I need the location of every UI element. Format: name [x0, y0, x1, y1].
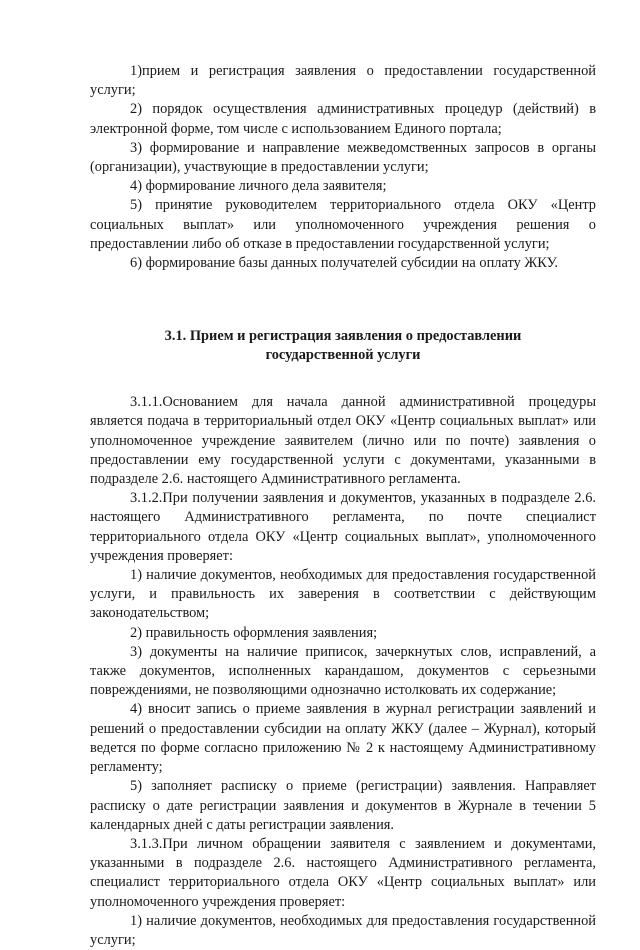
list-item: 1)прием и регистрация заявления о предоставлении государственной услуги;: [90, 63, 596, 99]
list-item: 5) принятие руководителем территориального отдела ОКУ «Центр социальных выплат» или уполномоченного учреждения решения о предоставлении либо об отказе в предоставлении государственной услуги;: [90, 197, 596, 252]
list-item: 6) формирование базы данных получателей субсидии на оплату ЖКУ.: [130, 255, 559, 272]
paragraph: 5) заполняет расписку о приеме (регистрации) заявления. Направляет расписку о дате регистрации заявления и документов в Журнале в течении 5 календарных дней с даты регистрации заявления.: [90, 778, 596, 833]
paragraph: 3.1.2.При получении заявления и документов, указанных в подразделе 2.6. настоящего Административного регламента, по почте специалист территориального отдела ОКУ «Центр социальных выплат», уполномоченного учреждения проверяет:: [90, 490, 596, 564]
section-heading-line: 3.1. Прием и регистрация заявления о предоставлении: [164, 328, 522, 345]
paragraph: 1) наличие документов, необходимых для предоставления государственной услуги, и правильность их заверения в соответствии с действующим законодательством;: [90, 567, 596, 622]
paragraph: 3) документы на наличие приписок, зачеркнутых слов, исправлений, а также документов, исполненных карандашом, документов с серьезными повреждениями, не позволяющими однозначно истолковать их содержание;: [90, 643, 596, 699]
list-item: 2) порядок осуществления административных процедур (действий) в электронной форме, том числе с использованием Единого портала;: [90, 101, 596, 137]
paragraph: 2) правильность оформления заявления;: [130, 624, 378, 641]
document-page: [90, 62, 596, 950]
section-body: [90, 393, 596, 950]
paragraph: 3.1.3.При личном обращении заявителя с заявлением и документами, указанными в подразделе 2.6. настоящего Административного регламента, специалист территориального отдела ОКУ «Центр социальных выплат» или уполномоченного учреждения проверяет:: [90, 835, 596, 910]
list-item: 3) формирование и направление межведомственных запросов в органы (организации), участвующие в предоставлении услуги;: [90, 139, 596, 176]
procedure-list: [90, 62, 596, 273]
paragraph: 1) наличие документов, необходимых для предоставления государственной услуги;: [90, 912, 596, 948]
section-heading: [90, 327, 596, 365]
section-heading-line: государственной услуги: [265, 347, 421, 364]
paragraph: 4) вносит запись о приеме заявления в журнал регистрации заявлений и решений о предоставлении субсидии на оплату ЖКУ (далее – Журнал), который ведется по форме согласно приложению № 2 к настоящему Административному регламенту;: [90, 701, 596, 776]
paragraph: 3.1.1.Основанием для начала данной административной процедуры является подача в территориальный отдел ОКУ «Центр социальных выплат» или уполномоченное учреждение заявителем (лично или по почте) заявления о предоставлении ему государственной услуги с документами, указанными в подразделе 2.6. настоящего Административного регламента.: [90, 394, 596, 488]
list-item: 4) формирование личного дела заявителя;: [130, 178, 387, 195]
